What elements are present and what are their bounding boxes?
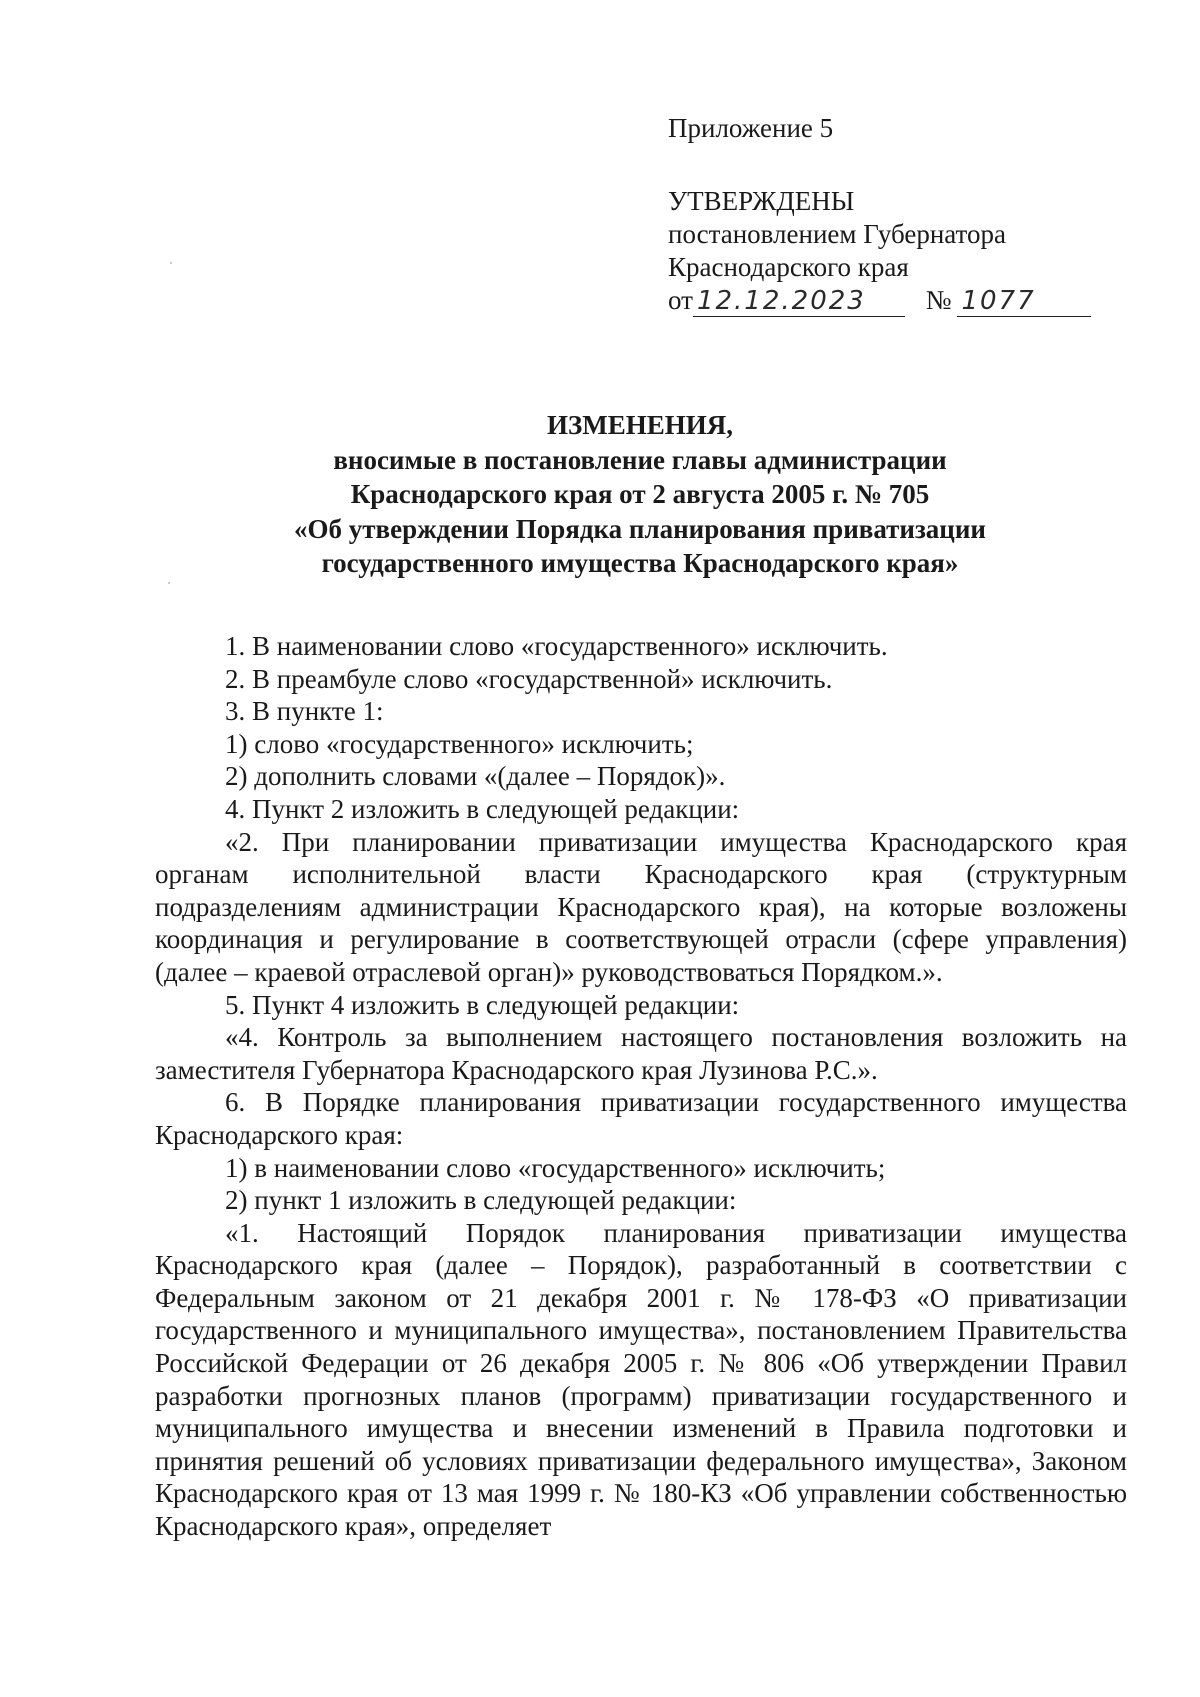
title-line-4: «Об утверждении Порядка планирования приватизации	[294, 513, 986, 544]
appendix-label: Приложение 5	[668, 113, 834, 143]
scan-speck	[168, 582, 170, 584]
paragraph: 1) слово «государственного» исключить;	[225, 728, 694, 759]
from-label: от	[668, 285, 693, 315]
number-label: №	[925, 285, 952, 315]
title-line-2: вносимые в постановление главы администрации	[333, 444, 947, 475]
paragraph: 3. В пункте 1:	[225, 696, 384, 727]
title-line-3: Краснодарского края от 2 августа 2005 г. № 705	[350, 479, 930, 509]
paragraph: 5. Пункт 4 изложить в следующей редакции:	[225, 989, 740, 1020]
paragraph: 1. В наименовании слово «государственного» исключить.	[225, 631, 888, 661]
paragraph: 6. В Порядке планирования приватизации государственного имущества Краснодарского края:	[155, 1087, 1127, 1150]
handwritten-date: 12.12.2023	[693, 286, 905, 317]
scan-speck	[170, 262, 172, 264]
paragraph: «1. Настоящий Порядок планирования приватизации имущества Краснодарского края (далее – Порядок), разработанный в соответствии с Федеральным законом от 21 декабря 2001 г. № 178-ФЗ «О приватизации государственного и муниципального имущества», постановлением Правительства Российской Федерации от 26 декабря 2005 г. № 806 «Об утверждении Правил разработки прогнозных планов (программ) приватизации государственного и муниципального имущества и внесении изменений в Правила подготовки и принятия решений об условиях приватизации федерального имущества», Законом Краснодарского края от 13 мая 1999 г. № 180-КЗ «Об управлении собственностью Краснодарского края», определяет	[155, 1217, 1127, 1542]
paragraph: «2. При планировании приватизации имущества Краснодарского края органам исполнительной власти Краснодарского края (структурным подразделениям администрации Краснодарского края), на которые возложены координация и регулирование в соответствующей отрасли (сфере управления) (далее – краевой отраслевой орган)» руководствоваться Порядком.».	[155, 826, 1127, 987]
title-line-1: ИЗМЕНЕНИЯ,	[546, 410, 733, 440]
paragraph: 4. Пункт 2 изложить в следующей редакции:	[225, 793, 740, 824]
approval-block	[668, 112, 1108, 317]
paragraph: 2) дополнить словами «(далее – Порядок)».	[225, 761, 726, 792]
title-line-5: государственного имущества Краснодарского края»	[321, 548, 959, 578]
approved-heading: УТВЕРЖДЕНЫ	[668, 186, 855, 216]
date-number-row	[668, 284, 1108, 317]
paragraph: 1) в наименовании слово «государственного» исключить;	[225, 1152, 886, 1183]
document-body	[155, 630, 1127, 1543]
approved-by-line-1: постановлением Губернатора	[668, 219, 1006, 249]
document-title	[140, 408, 1140, 581]
paragraph: 2. В преамбуле слово «государственной» исключить.	[225, 663, 833, 694]
paragraph: «4. Контроль за выполнением настоящего постановления возложить на заместителя Губернатора Краснодарского края Лузинова Р.С.».	[155, 1022, 1127, 1085]
handwritten-number: 1077	[957, 286, 1091, 317]
paragraph: 2) пункт 1 изложить в следующей редакции:	[225, 1185, 737, 1216]
approved-by-line-2: Краснодарского края	[668, 252, 909, 282]
